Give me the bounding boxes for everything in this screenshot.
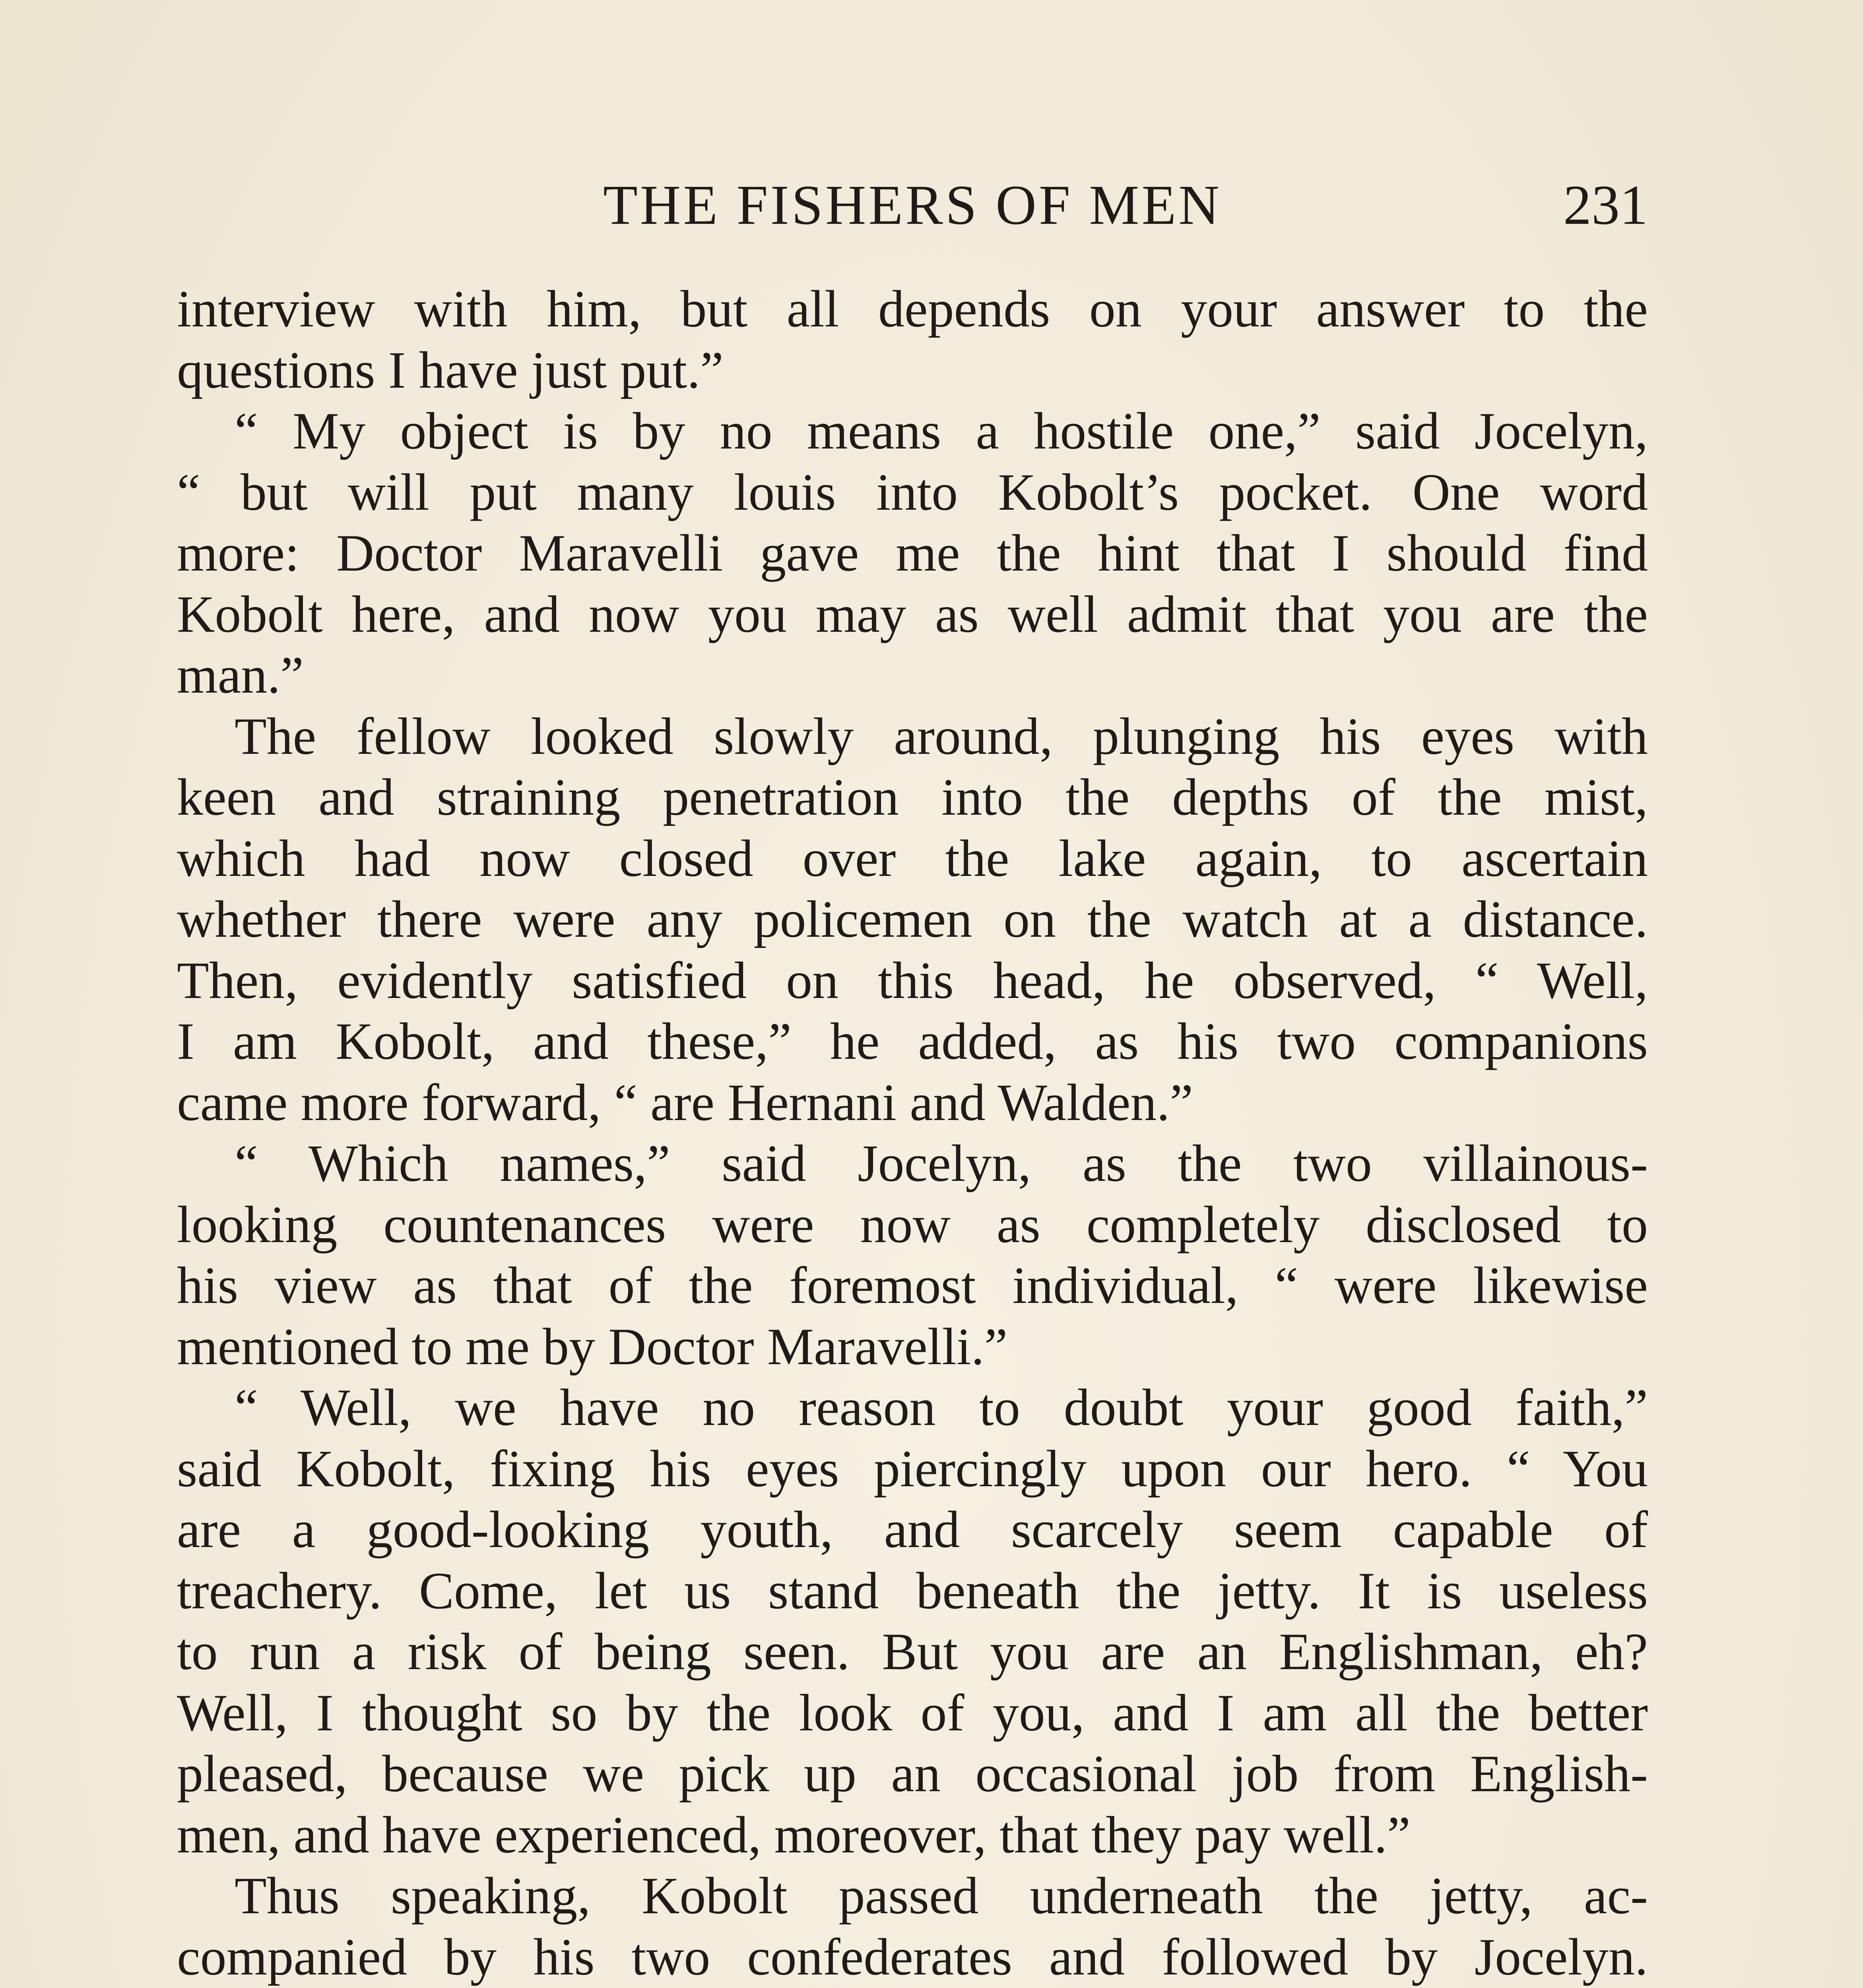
text-line: Then, evidently satisfied on this head, he observed, “ Well, — [177, 951, 1648, 1010]
text-line: to run a risk of being seen. But you are an Englishman, eh? — [177, 1622, 1648, 1681]
text-line: Thus speaking, Kobolt passed underneath the jetty, ac- — [235, 1866, 1648, 1925]
text-line: came more forward, “ are Hernani and Walden.” — [177, 1073, 1193, 1132]
text-line: mentioned to me by Doctor Maravelli.” — [177, 1317, 1008, 1376]
text-line: “ but will put many louis into Kobolt’s pocket. One word — [177, 462, 1648, 521]
text-line: more: Doctor Maravelli gave me the hint that I should find — [177, 524, 1648, 582]
text-line: The fellow looked slowly around, plunging his eyes with — [235, 707, 1648, 765]
text-line: man.” — [177, 646, 304, 704]
text-line: interview with him, but all depends on your answer to the — [177, 280, 1648, 338]
text-line: treachery. Come, let us stand beneath the jetty. It is useless — [177, 1561, 1648, 1620]
text-line: whether there were any policemen on the watch at a distance. — [177, 890, 1648, 948]
text-line: questions I have just put.” — [177, 340, 724, 399]
page-number: 231 — [1563, 173, 1648, 236]
text-line: his view as that of the foremost individual, “ were likewise — [177, 1256, 1648, 1314]
text-line: “ Well, we have no reason to doubt your good faith,” — [235, 1378, 1648, 1437]
body-text — [177, 278, 1648, 1988]
text-line: looking countenances were now as completely disclosed to — [177, 1195, 1648, 1254]
text-line: pleased, because we pick up an occasional job from English- — [177, 1744, 1648, 1803]
text-line: Kobolt here, and now you may as well admit that you are the — [177, 584, 1648, 643]
text-line: I am Kobolt, and these,” he added, as his two companions — [177, 1012, 1648, 1070]
running-title: THE FISHERS OF MEN — [603, 173, 1222, 236]
page-header — [177, 171, 1648, 239]
text-line: men, and have experienced, moreover, that they pay well.” — [177, 1805, 1411, 1864]
text-line: Well, I thought so by the look of you, and I am all the better — [177, 1683, 1648, 1742]
text-line: “ Which names,” said Jocelyn, as the two villainous- — [235, 1134, 1648, 1192]
text-line: companied by his two confederates and followed by Jocelyn. — [177, 1927, 1648, 1986]
text-line: which had now closed over the lake again, to ascertain — [177, 829, 1648, 887]
text-line: keen and straining penetration into the depths of the mist, — [177, 768, 1648, 826]
text-line: are a good-looking youth, and scarcely seem capable of — [177, 1500, 1648, 1559]
text-line: said Kobolt, fixing his eyes piercingly upon our hero. “ You — [177, 1439, 1648, 1498]
text-line: “ My object is by no means a hostile one,” said Jocelyn, — [235, 402, 1648, 460]
